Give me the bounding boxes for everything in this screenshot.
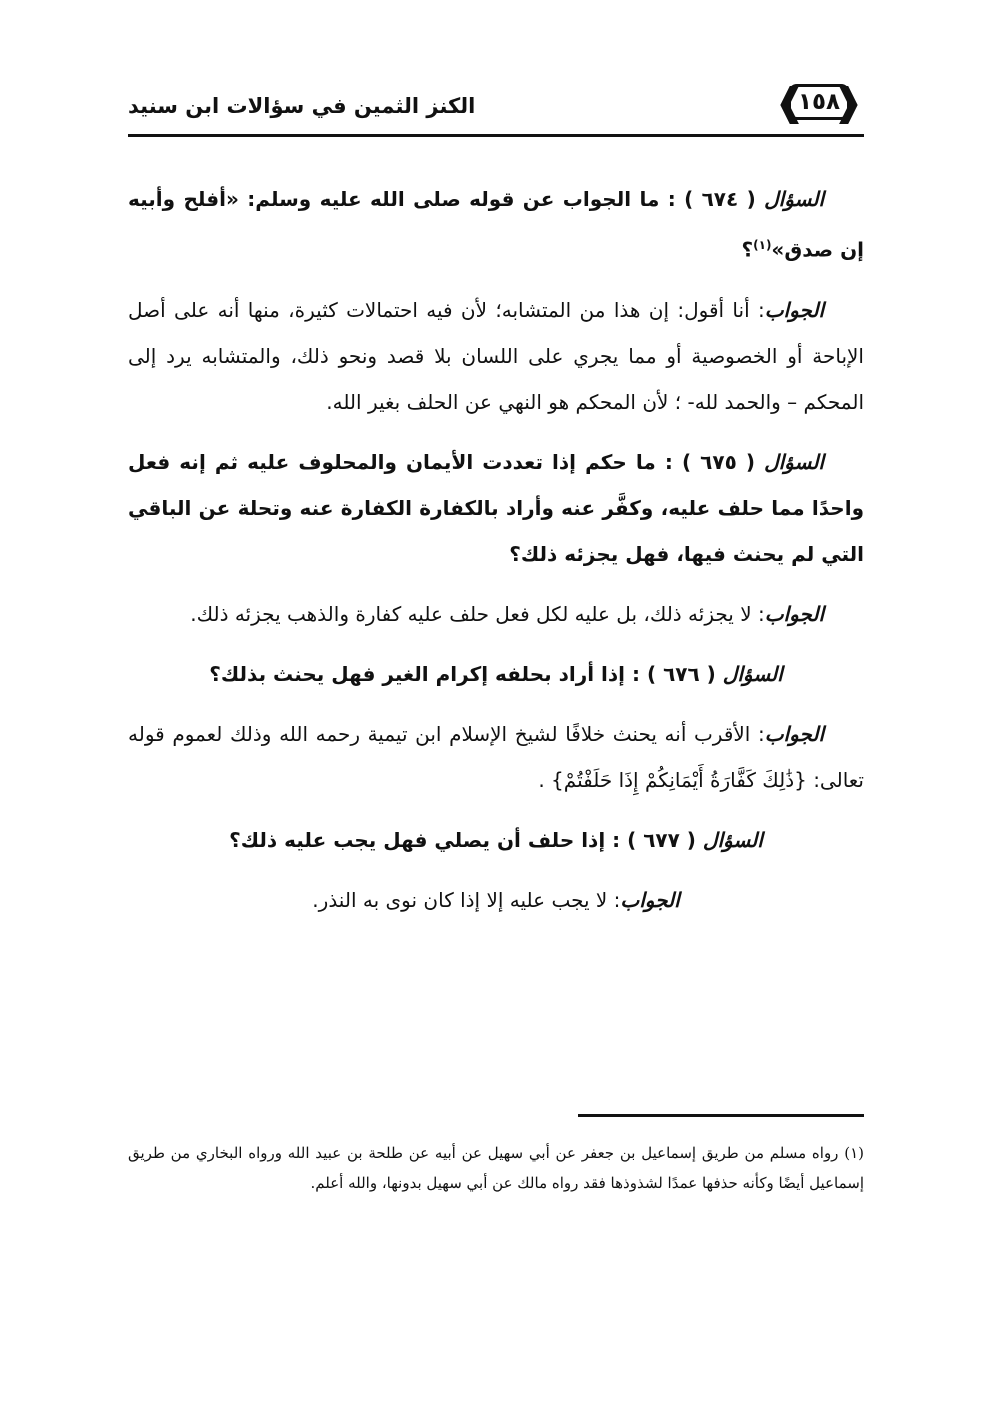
question-number: ( ٦٧٦ ) : xyxy=(632,661,716,686)
question-677 xyxy=(128,817,864,863)
footnotes xyxy=(128,1138,864,1198)
answer-label: الجواب xyxy=(620,887,680,912)
question-label: السؤال xyxy=(764,187,825,211)
answer-676 xyxy=(128,711,864,803)
footnote-rule xyxy=(578,1114,864,1117)
answer-674 xyxy=(128,287,864,425)
ornament-bracket-left: ❱ xyxy=(774,80,806,124)
question-number: ( ٦٧٤ ) : xyxy=(667,187,756,211)
question-label: السؤال xyxy=(764,449,824,474)
question-675 xyxy=(128,439,864,577)
page-number: ١٥٨ xyxy=(797,89,841,115)
question-text: ما حكم إذا تعددت الأيمان والمحلوف عليه ثم إنه فعل واحدًا مما حلف عليه، وكفَّر عنه وأراد بالكفارة الكفارة عنه وتحلة عن الباقي التي لم يحنث فيها، فهل يجزئه ذلك؟ xyxy=(128,449,864,566)
ornament-bracket-right: ❰ xyxy=(832,80,864,124)
question-label: السؤال xyxy=(702,827,763,852)
answer-text: : لا يجب عليه إلا إذا كان نوى به النذر. xyxy=(312,887,621,912)
footnote-1: (١) رواه مسلم من طريق إسماعيل بن جعفر عن أبي سهيل عن أبيه عن طلحة بن عبيد الله ورواه البخاري من طريق إسماعيل أيضًا وكأنه حذفها عمدًا لشذوذها فقد رواه مالك عن أبي سهيل بدونها، والله أعلم. xyxy=(128,1144,864,1192)
answer-text: : أنا أقول: إن هذا من المتشابه؛ لأن فيه احتمالات كثيرة، منها أنه على أصل الإباحة أو الخصوصية أو مما يجري على اللسان بلا قصد ونحو ذلك، والمتشابه يرد إلى المحكم – والحمد لله- ؛ لأن المحكم هو النهي عن الحلف بغير الله. xyxy=(128,297,864,414)
answer-label: الجواب xyxy=(764,297,824,322)
answer-677 xyxy=(128,877,864,923)
answer-675 xyxy=(128,591,864,637)
footnote-ref: (١) xyxy=(753,238,772,252)
question-number: ( ٦٧٧ ) : xyxy=(612,827,696,852)
answer-label: الجواب xyxy=(764,721,824,746)
answer-text: : لا يجزئه ذلك، بل عليه لكل فعل حلف عليه كفارة والذهب يجزئه ذلك. xyxy=(190,601,765,626)
book-title: الكنز الثمين في سؤالات ابن سنيد xyxy=(128,94,476,118)
question-676 xyxy=(128,651,864,697)
page-header xyxy=(128,80,864,138)
answer-text: : الأقرب أنه يحنث خلافًا لشيخ الإسلام ابن تيمية رحمه الله وذلك لعموم قوله تعالى: {ذَٰلِكَ كَفَّارَةُ أَيْمَانِكُمْ إِذَا حَلَفْتُمْ} . xyxy=(128,721,864,792)
question-label: السؤال xyxy=(722,661,783,686)
main-text xyxy=(128,176,864,937)
question-mark: ؟ xyxy=(741,237,754,262)
answer-label: الجواب xyxy=(764,601,824,626)
question-text: إذا حلف أن يصلي فهل يجب عليه ذلك؟ xyxy=(229,827,606,852)
question-number: ( ٦٧٥ ) : xyxy=(664,449,755,474)
question-674 xyxy=(128,176,864,273)
header-rule xyxy=(128,134,864,137)
page-number-badge xyxy=(774,80,864,124)
question-text: ما الجواب عن قوله صلى الله عليه وسلم: «أفلح وأبيه إن صدق» xyxy=(128,187,864,262)
question-text: إذا أراد بحلفه إكرام الغير فهل يحنث بذلك؟ xyxy=(209,661,626,686)
